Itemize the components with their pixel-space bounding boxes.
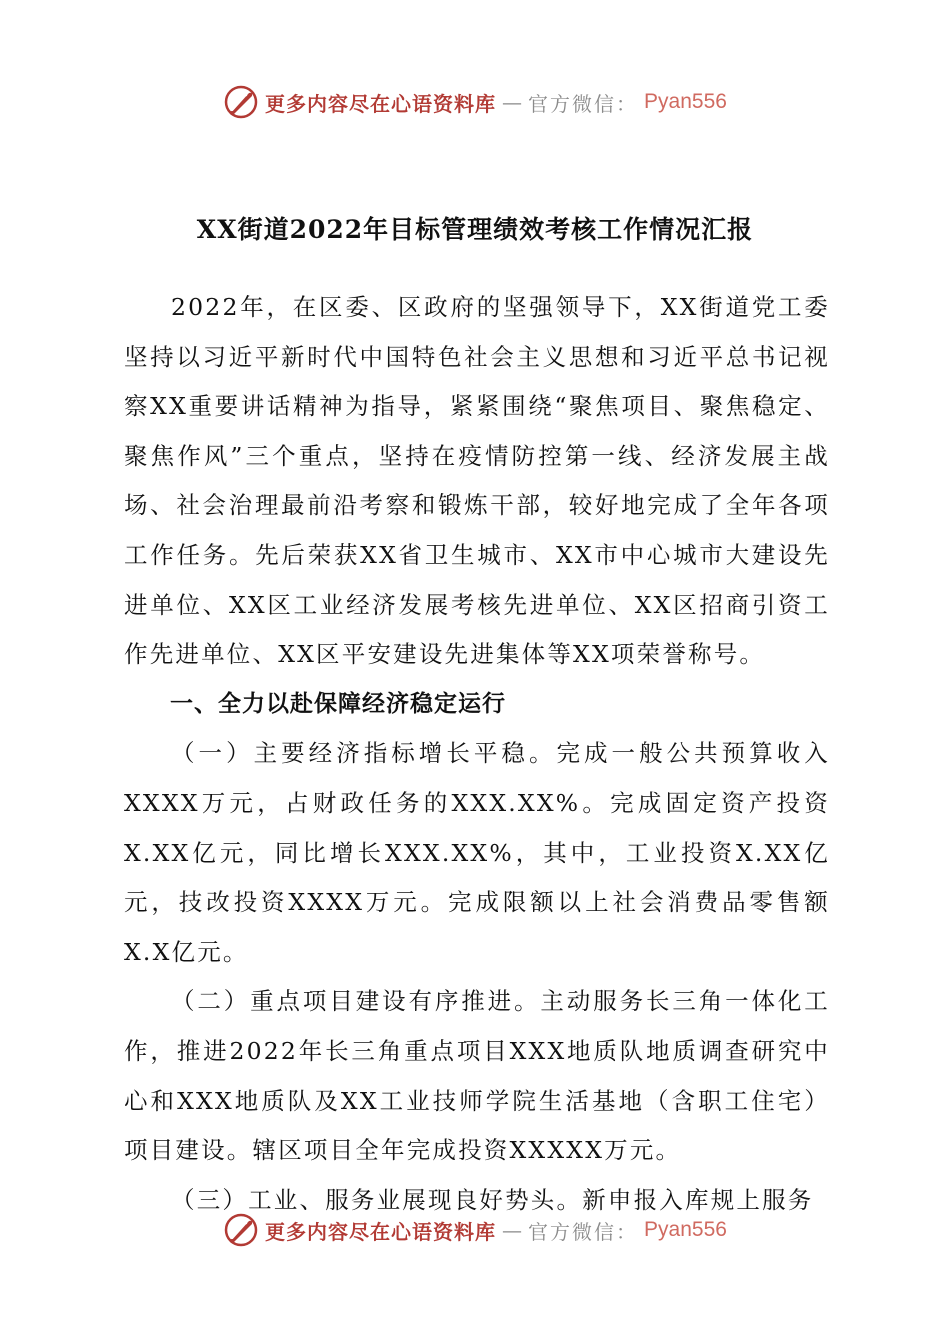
watermark-brand: 更多内容尽在心语资料库 bbox=[265, 91, 497, 116]
subsection-paragraph: （二）重点项目建设有序推进。主动服务长三角一体化工作，推进2022年长三角重点项目XXX地质队地质调查研究中心和XXX地质队及XX工业技师学院生活基地（含职工住宅）项目建设。辖区项目全年完成投资XXXXX万元。 bbox=[124, 987, 830, 1165]
watermark-wechat-id: Pyan556 bbox=[644, 90, 727, 113]
subsection-paragraph: （三）工业、服务业展现良好势头。新申报入库规上服务 bbox=[171, 1185, 814, 1214]
quill-logo-icon bbox=[223, 1212, 259, 1248]
quill-logo-icon bbox=[223, 84, 259, 120]
intro-paragraph: 2022年，在区委、区政府的坚强领导下，XX街道党工委坚持以习近平新时代中国特色社会主义思想和习近平总书记视察XX重要讲话精神为指导，紧紧围绕“聚焦项目、聚焦稳定、聚焦作风”三个重点，坚持在疫情防控第一线、经济发展主战场、社会治理最前沿考察和锻炼干部，较好地完成了全年各项工作任务。先后荣获XX省卫生城市、XX市中心城市大建设先进单位、XX区工业经济发展考核先进单位、XX区招商引资工作先进单位、XX区平安建设先进集体等XX项荣誉称号。 bbox=[124, 293, 830, 669]
watermark-brand: 更多内容尽在心语资料库 bbox=[265, 1219, 497, 1244]
document-title: XX街道2022年目标管理绩效考核工作情况汇报 bbox=[196, 215, 754, 244]
document-body bbox=[124, 283, 830, 1225]
watermark-separator: — bbox=[502, 1218, 523, 1242]
footer-watermark bbox=[0, 1210, 950, 1250]
watermark-wechat-id: Pyan556 bbox=[644, 1218, 727, 1241]
subsection-paragraph: （一）主要经济指标增长平稳。完成一般公共预算收入XXXX万元，占财政任务的XXX.XX%。完成固定资产投资X.XX亿元，同比增长XXX.XX%，其中，工业投资X.XX亿元，技改投资XXXX万元。完成限额以上社会消费品零售额X.X亿元。 bbox=[124, 739, 830, 966]
watermark-wechat-label: 官方微信： bbox=[528, 1219, 639, 1244]
watermark-wechat-label: 官方微信： bbox=[528, 91, 639, 116]
header-watermark bbox=[0, 82, 950, 122]
section-heading: 一、全力以赴保障经济稳定运行 bbox=[170, 690, 506, 717]
watermark-separator: — bbox=[502, 90, 523, 114]
